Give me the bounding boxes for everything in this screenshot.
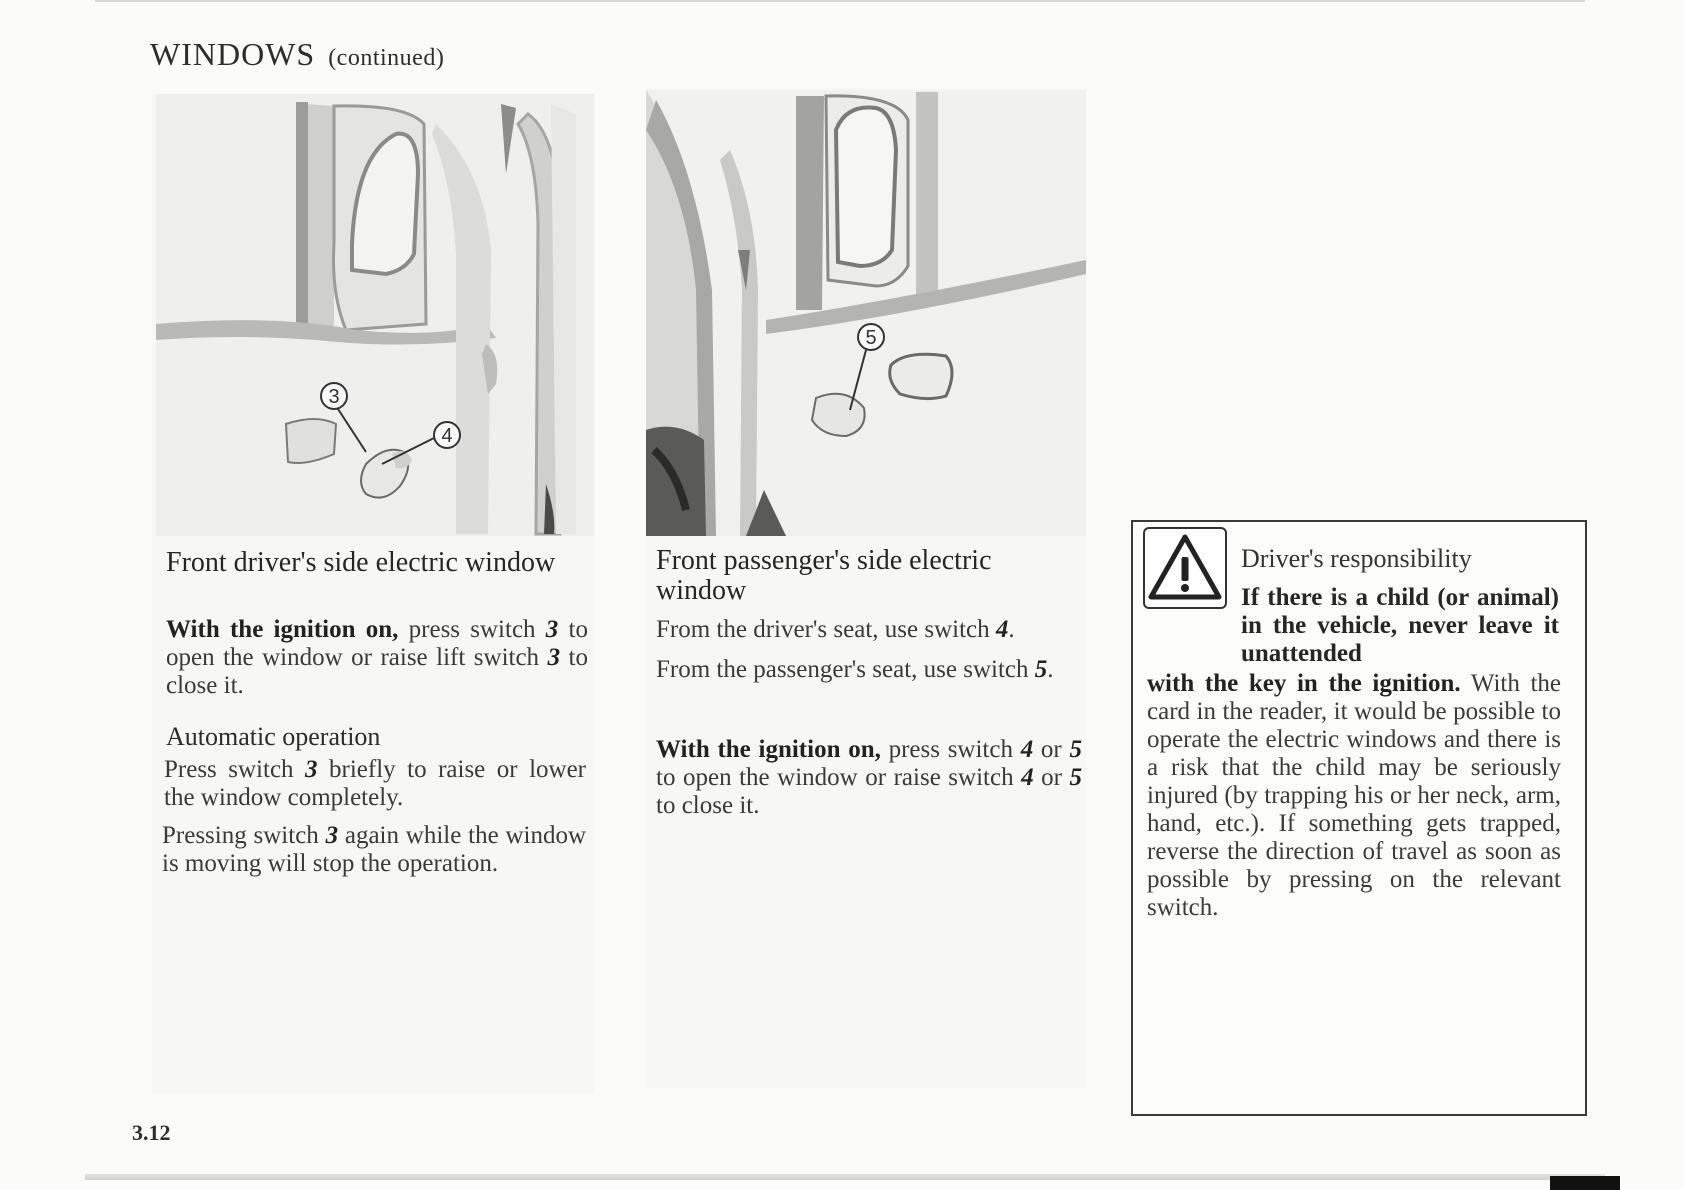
page-number: 3.12 (132, 1120, 171, 1145)
text: press switch (398, 616, 546, 643)
text: From the passenger's seat, use switch (656, 656, 1035, 683)
warning-body (1147, 670, 1561, 922)
switch-number: 5 (1069, 764, 1082, 791)
passenger-door-photo (646, 90, 1086, 536)
text: briefly to raise or lower the window completely. (164, 756, 586, 811)
warning-triangle-icon (1143, 527, 1227, 609)
switch-number: 3 (545, 616, 559, 643)
callout-3-label: 3 (328, 386, 340, 408)
switch-number: 4 (1021, 764, 1034, 791)
switch-number: 5 (1069, 736, 1082, 763)
text: to open the window or raise lift switch (166, 616, 588, 671)
page-edge (85, 1174, 1605, 1180)
paragraph-driver-2 (164, 756, 586, 812)
switch-number: 3 (305, 756, 318, 783)
warning-title: Driver's responsibility (1241, 544, 1472, 573)
warning-box (1131, 520, 1587, 1116)
paragraph-passenger-1 (656, 616, 1082, 644)
text: press switch (880, 736, 1021, 763)
page-edge (95, 0, 1585, 2)
warning-body-bold: with the key in the ignition. (1147, 670, 1461, 697)
text: Pressing switch (162, 822, 326, 849)
automatic-operation-heading: Automatic operation (166, 722, 381, 751)
text: . (1047, 656, 1054, 683)
text: to close it. (656, 792, 760, 819)
warning-lead: If there is a child (or animal) in the vehicle, never leave it unattended (1241, 584, 1559, 667)
switch-number: 4 (1020, 736, 1034, 763)
text: to close it. (166, 644, 588, 699)
text: From the driver's seat, use switch (656, 616, 996, 643)
page-title (150, 36, 444, 73)
switch-number: 5 (1034, 656, 1048, 683)
paragraph-passenger-3 (656, 736, 1082, 820)
page-title-subtitle: (continued) (328, 45, 445, 71)
paragraph-driver-1 (166, 616, 588, 700)
text: again while the window is moving will stop the operation. (162, 822, 587, 877)
page-shadow (1550, 1176, 1620, 1190)
switch-number: 4 (995, 616, 1009, 643)
text: or (1033, 764, 1070, 791)
section-title-driver: Front driver's side electric window (166, 547, 556, 578)
bold-ignition-on: With the ignition on, (166, 616, 399, 643)
text: . (1008, 616, 1015, 643)
callout-4-label: 4 (441, 425, 453, 447)
driver-door-photo (156, 94, 594, 536)
section-title-passenger: Front passenger's side electric window (656, 545, 992, 606)
callout-5-label: 5 (865, 327, 877, 349)
bold-ignition-on: With the ignition on, (656, 736, 881, 763)
text: to open the window or raise switch (656, 764, 1022, 791)
text: Press switch (164, 756, 306, 783)
switch-number: 3 (547, 644, 561, 671)
switch-number: 3 (325, 822, 339, 849)
paragraph-passenger-2 (656, 656, 1082, 684)
paragraph-driver-3 (162, 822, 586, 878)
text: or (1033, 736, 1070, 763)
page-title-text: WINDOWS (150, 36, 316, 72)
warning-body-text: With the card in the reader, it would be possible to operate the electric windows and there is a risk that the child may be seriously injured (by trapping his or her neck, arm, hand, etc.). If something gets trapped, reverse the direction of travel as soon as possible by pressing on the relevant switch. (1147, 670, 1562, 921)
